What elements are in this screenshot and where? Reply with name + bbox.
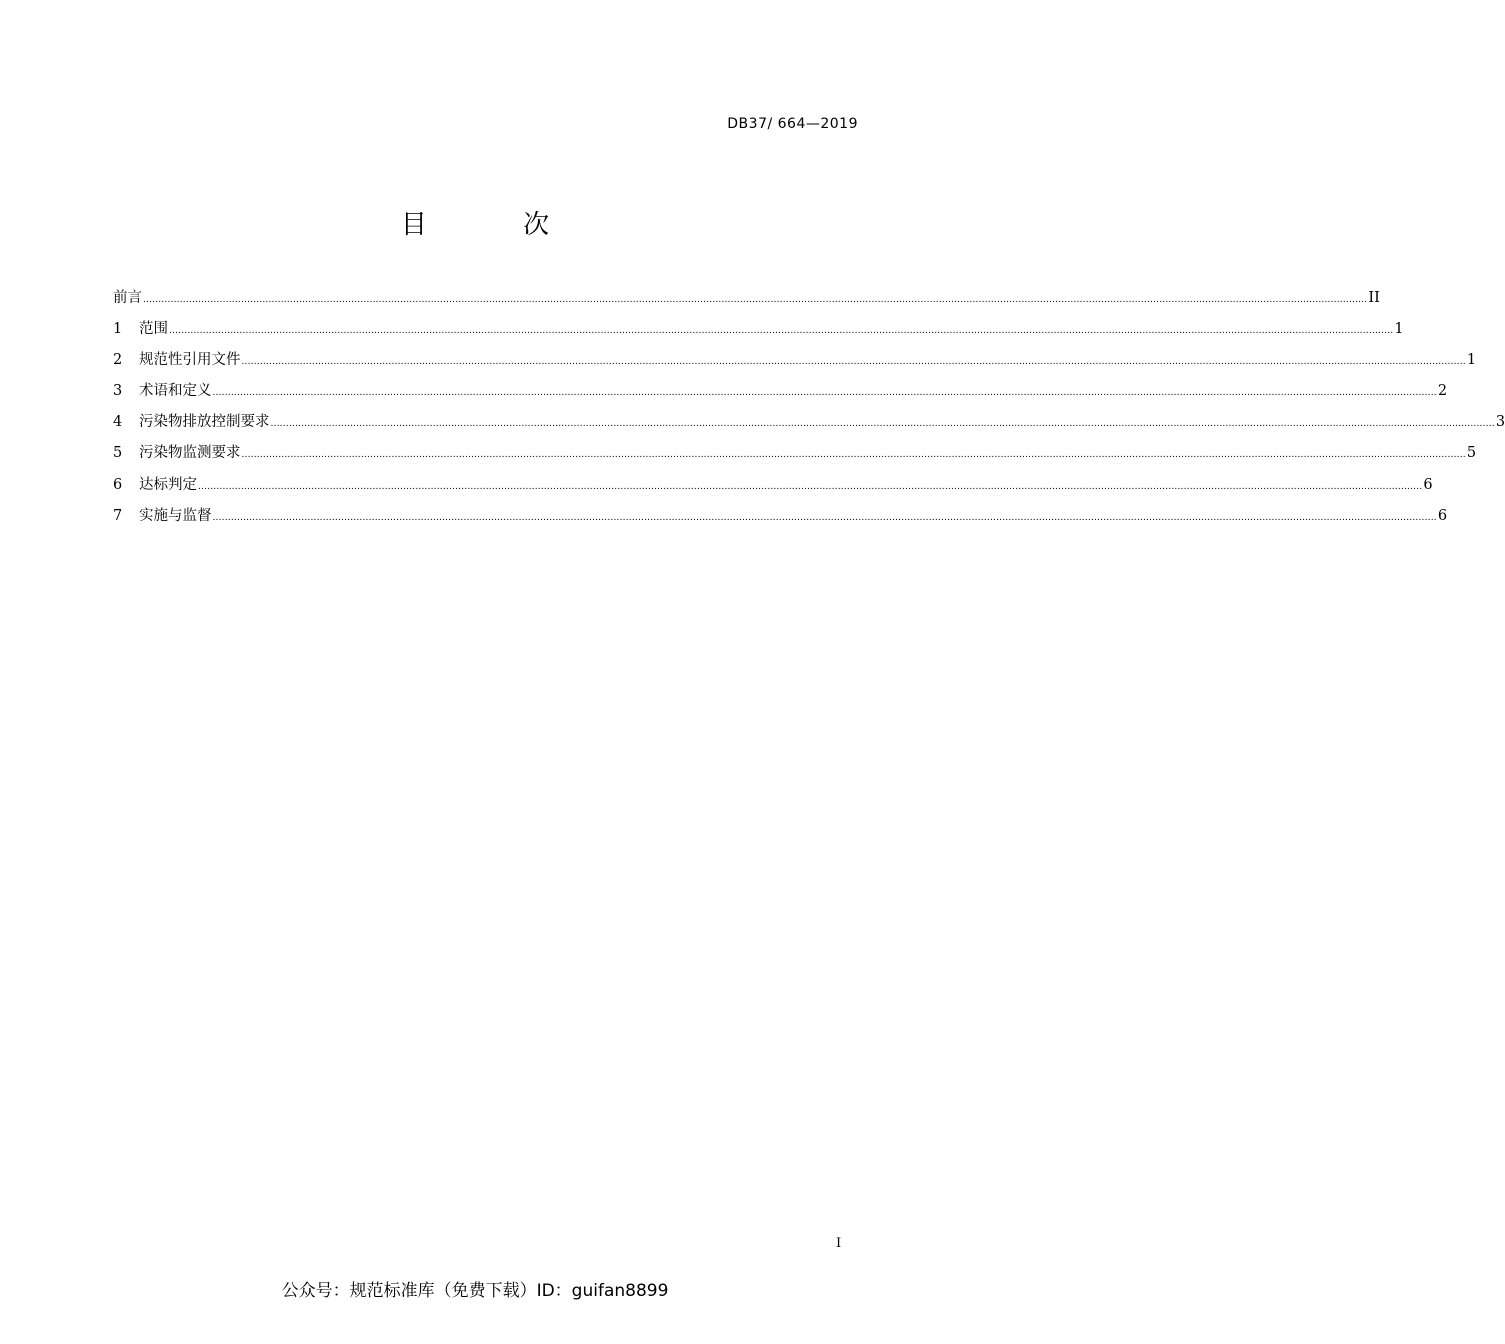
toc-entry-scope[interactable] <box>113 317 1404 348</box>
toc-entry-page: 3 <box>1495 414 1505 431</box>
toc-leader-dots: ................................................................................................................................................................................................................................................................................................................................................................................................................ <box>169 326 1394 337</box>
toc-entry-compliance[interactable] <box>113 473 1433 504</box>
toc-entry-number: 2 <box>113 352 123 369</box>
toc-leader-dots: ................................................................................................................................................................................................................................................................................................................................................................................................................ <box>143 295 1368 305</box>
page-number: I <box>836 1236 842 1251</box>
toc-entry-number: 5 <box>113 445 123 462</box>
toc-entry-page: 6 <box>1437 507 1448 524</box>
toc-entry-text: 达标判定 <box>139 476 197 493</box>
toc-leader-dots: ................................................................................................................................................................................................................................................................................................................................................................................................................ <box>212 512 1437 523</box>
toc-entry-foreword[interactable] <box>113 286 1380 317</box>
document-code: DB37/ 664—2019 <box>727 116 858 132</box>
toc-entry-number: 1 <box>113 321 123 338</box>
toc-leader-dots: ................................................................................................................................................................................................................................................................................................................................................................................................................ <box>212 388 1437 399</box>
toc-entry-normative-references[interactable] <box>113 348 1477 379</box>
toc-entry-terms-definitions[interactable] <box>113 379 1448 410</box>
toc-entry-number: 4 <box>113 414 123 431</box>
toc-entry-text: 污染物监测要求 <box>139 445 241 462</box>
toc-leader-dots: ................................................................................................................................................................................................................................................................................................................................................................................................................ <box>270 419 1495 430</box>
toc-leader-dots: ................................................................................................................................................................................................................................................................................................................................................................................................................ <box>241 450 1466 461</box>
toc-entry-monitoring[interactable] <box>113 441 1477 472</box>
toc-entry-page: II <box>1368 290 1380 306</box>
toc-entry-emission-control[interactable] <box>113 410 1505 441</box>
toc-entry-page: 2 <box>1437 383 1448 400</box>
toc-title: 目 次 <box>400 210 594 240</box>
toc-entry-number: 7 <box>113 507 123 524</box>
toc-entry-implementation[interactable] <box>113 504 1448 535</box>
toc-entry-number: 3 <box>113 383 123 400</box>
toc-list <box>113 286 1505 535</box>
toc-entry-text: 术语和定义 <box>139 383 212 400</box>
toc-entry-page: 1 <box>1394 321 1404 338</box>
toc-entry-number: 6 <box>113 476 123 493</box>
toc-leader-dots: ................................................................................................................................................................................................................................................................................................................................................................................................................ <box>198 481 1423 492</box>
toc-entry-text: 范围 <box>139 321 168 338</box>
toc-entry-text: 规范性引用文件 <box>139 352 241 369</box>
toc-entry-text: 实施与监督 <box>139 507 212 524</box>
toc-entry-text: 污染物排放控制要求 <box>139 414 270 431</box>
toc-leader-dots: ................................................................................................................................................................................................................................................................................................................................................................................................................ <box>241 357 1466 368</box>
footer-banner: 公众号：规范标准库（免费下载）ID：guifan8899 <box>281 1281 669 1301</box>
toc-entry-page: 6 <box>1423 476 1433 493</box>
toc-entry-page: 1 <box>1466 352 1477 369</box>
toc-entry-text: 前言 <box>113 290 142 306</box>
toc-entry-page: 5 <box>1466 445 1477 462</box>
